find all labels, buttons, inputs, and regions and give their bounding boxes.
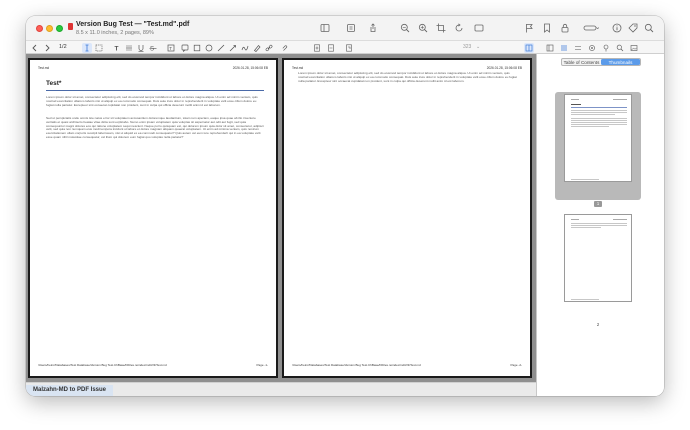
window-title: Version Bug Test — "Test.md".pdf (76, 21, 190, 28)
arrow-icon[interactable] (204, 43, 214, 53)
page-indicator[interactable]: 1/2 (59, 44, 67, 50)
annotation-icon[interactable] (587, 43, 597, 53)
zoom-in-icon[interactable] (416, 21, 430, 35)
zoom-out-icon[interactable] (398, 21, 412, 35)
page-header-left: Test.md (292, 66, 304, 70)
panel-icon[interactable] (545, 43, 555, 53)
stamp-icon[interactable] (228, 43, 238, 53)
thumbnail-label-1: 1 (594, 201, 602, 207)
strikethrough-icon[interactable] (148, 43, 158, 53)
lock-icon[interactable] (558, 21, 572, 35)
delete-page-icon[interactable] (326, 43, 336, 53)
tag-icon[interactable] (626, 21, 640, 35)
heading-rule (46, 90, 264, 91)
pdf-document-icon (68, 23, 73, 30)
rotate-page-icon[interactable] (344, 43, 354, 53)
flag-icon[interactable] (522, 21, 536, 35)
page-header-right: 2026.01.28, 15:06:08 EB (232, 66, 268, 70)
rect-select-icon[interactable] (94, 43, 104, 53)
page-footer-path: /Users/heinz/Databases/Test Database/Version Bug Test.ChBase/DFiles.noindex/md/2/3/Test.md (292, 363, 421, 367)
crop-icon[interactable] (434, 21, 448, 35)
search-icon[interactable] (642, 21, 656, 35)
window-subtitle: 8.5 x 11.0 inches, 2 pages, 89% (76, 30, 154, 36)
link-tool-icon[interactable] (264, 43, 274, 53)
pdf-page-2 (282, 58, 532, 378)
chevron-down-icon[interactable]: ⌄ (476, 44, 481, 50)
zoom-select[interactable]: 323 (463, 44, 472, 50)
back-icon[interactable] (30, 43, 40, 53)
thumbnail-sidebar (536, 54, 664, 396)
search-sidebar-icon[interactable] (615, 43, 625, 53)
shape-icon[interactable] (192, 43, 202, 53)
forward-icon[interactable] (42, 43, 52, 53)
pdf-page-1 (28, 58, 278, 378)
svg-text:T: T (169, 46, 173, 51)
page-footer-number: Page -2- (510, 363, 522, 367)
pen-icon[interactable] (216, 43, 226, 53)
page-footer-number: Page -1- (256, 363, 268, 367)
page-footer-path: /Users/heinz/Databases/Test Database/Version Bug Test.ChBase/DFiles.noindex/md/2/3/Test.md (38, 363, 167, 367)
tab-table-of-contents[interactable]: Table of Contents (563, 60, 600, 65)
attachment-icon[interactable] (280, 43, 290, 53)
page-header-left: Test.md (38, 66, 50, 70)
paragraph: Sed ut perspiciatis unde omnis iste natus error sit voluptatem accusantium doloremque laudantium, totam rem aperiam, eaque ipsa quae ab illo inventore veritatis et quasi architecto beatae vitae dicta sunt explicabo. Nemo enim ipsam voluptatem quia voluptas sit aspernatur aut odit aut fugit, sed quia consequuntur magni dolores eos qui ratione voluptatem sequi nesciunt. Neque porro quisquam est, qui dolorem ipsum quia dolor sit amet, consectetur, adipisci velit, sed quia non numquam eius modi tempora incidunt ut labore et dolore magnam aliquam quaerat voluptatem. Ut enim ad minima veniam, quis nostrum exercitationem ullam corporis suscipit laboriosam, nisi ut aliquid ex ea commodi consequatur? Quis autem vel eum iure reprehenderit qui in ea voluptate velit esse quam nihil molestiae consequatur, vel illum qui dolorem eum fugiat quo voluptas nulla pariatur? (46, 116, 264, 139)
sidebar-segmented-control (561, 58, 641, 66)
close-icon[interactable] (36, 25, 43, 32)
title-bar (26, 16, 664, 40)
document-heading: Test* (46, 80, 62, 87)
inspector-icon[interactable] (344, 21, 358, 35)
minimize-icon[interactable] (46, 25, 53, 32)
pdf-document-view[interactable] (26, 54, 536, 382)
svg-text:S: S (150, 46, 155, 52)
bold-icon[interactable] (112, 43, 122, 53)
zoom-icon[interactable] (56, 25, 63, 32)
italic-icon[interactable] (124, 43, 134, 53)
document-tab[interactable]: Malzahn-MD to PDF Issue (26, 385, 113, 396)
bookmark-icon[interactable] (540, 21, 554, 35)
thumbnail-label-2: 2 (596, 322, 600, 327)
app-window (26, 16, 664, 396)
page-thumbnail-1[interactable] (564, 94, 632, 182)
eraser-icon[interactable] (252, 43, 262, 53)
list-icon[interactable] (559, 43, 569, 53)
sidebar-toggle-icon[interactable] (318, 21, 332, 35)
tag-list-icon[interactable] (573, 43, 583, 53)
status-bar (26, 382, 536, 396)
link-icon[interactable] (581, 21, 601, 35)
pin-icon[interactable] (601, 43, 611, 53)
rotate-icon[interactable] (452, 21, 466, 35)
info-icon[interactable] (610, 21, 624, 35)
underline-icon[interactable] (136, 43, 146, 53)
insert-page-icon[interactable] (312, 43, 322, 53)
svg-text:T: T (114, 45, 119, 52)
paragraph: Lorem ipsum dolor sit amet, consectetur adipiscing elit, sed do eiusmod tempor incididunt ut labore et dolore magna aliqua. Ut enim ad minim veniam, quis nostrud exercitation ullamco laboris nisi ut aliquip ex ea commodo consequat. Duis aute irure dolor in reprehenderit in voluptate velit esse cillum dolore eu fugiat nulla pariatur. Excepteur sint occaecat cupidatat non proident, sunt in culpa qui officia deserunt mollit anim id est laborum. (46, 95, 258, 107)
signature-icon[interactable] (240, 43, 250, 53)
annotation-toolbar (26, 40, 664, 54)
font-icon[interactable] (166, 43, 176, 53)
page-thumbnail-2[interactable] (564, 214, 632, 302)
note-icon[interactable] (180, 43, 190, 53)
split-view-icon[interactable] (524, 43, 534, 53)
paragraph: Lorem ipsum dolor sit amet, consectetur adipiscing elit, sed do eiusmod tempor incididunt ut labore et dolore magna aliqua. Ut enim ad minim veniam, quis nostrud exercitation ullamco laboris nisi ut aliquip ex ea commodo consequat. Duis aute irure dolor in reprehenderit in voluptate velit esse cillum dolore eu fugiat nulla pariatur. Excepteur sint occaecat cupidatat non proident, sunt in culpa qui officia deserunt mollit anim id est laborum. (298, 71, 517, 83)
image-icon[interactable] (629, 43, 639, 53)
highlight-icon[interactable] (472, 21, 486, 35)
share-icon[interactable] (366, 21, 380, 35)
page-header-right: 2026.01.28, 15:06:08 EB (486, 66, 522, 70)
tab-thumbnails[interactable]: Thumbnails (601, 59, 640, 65)
text-select-icon[interactable] (82, 43, 92, 53)
